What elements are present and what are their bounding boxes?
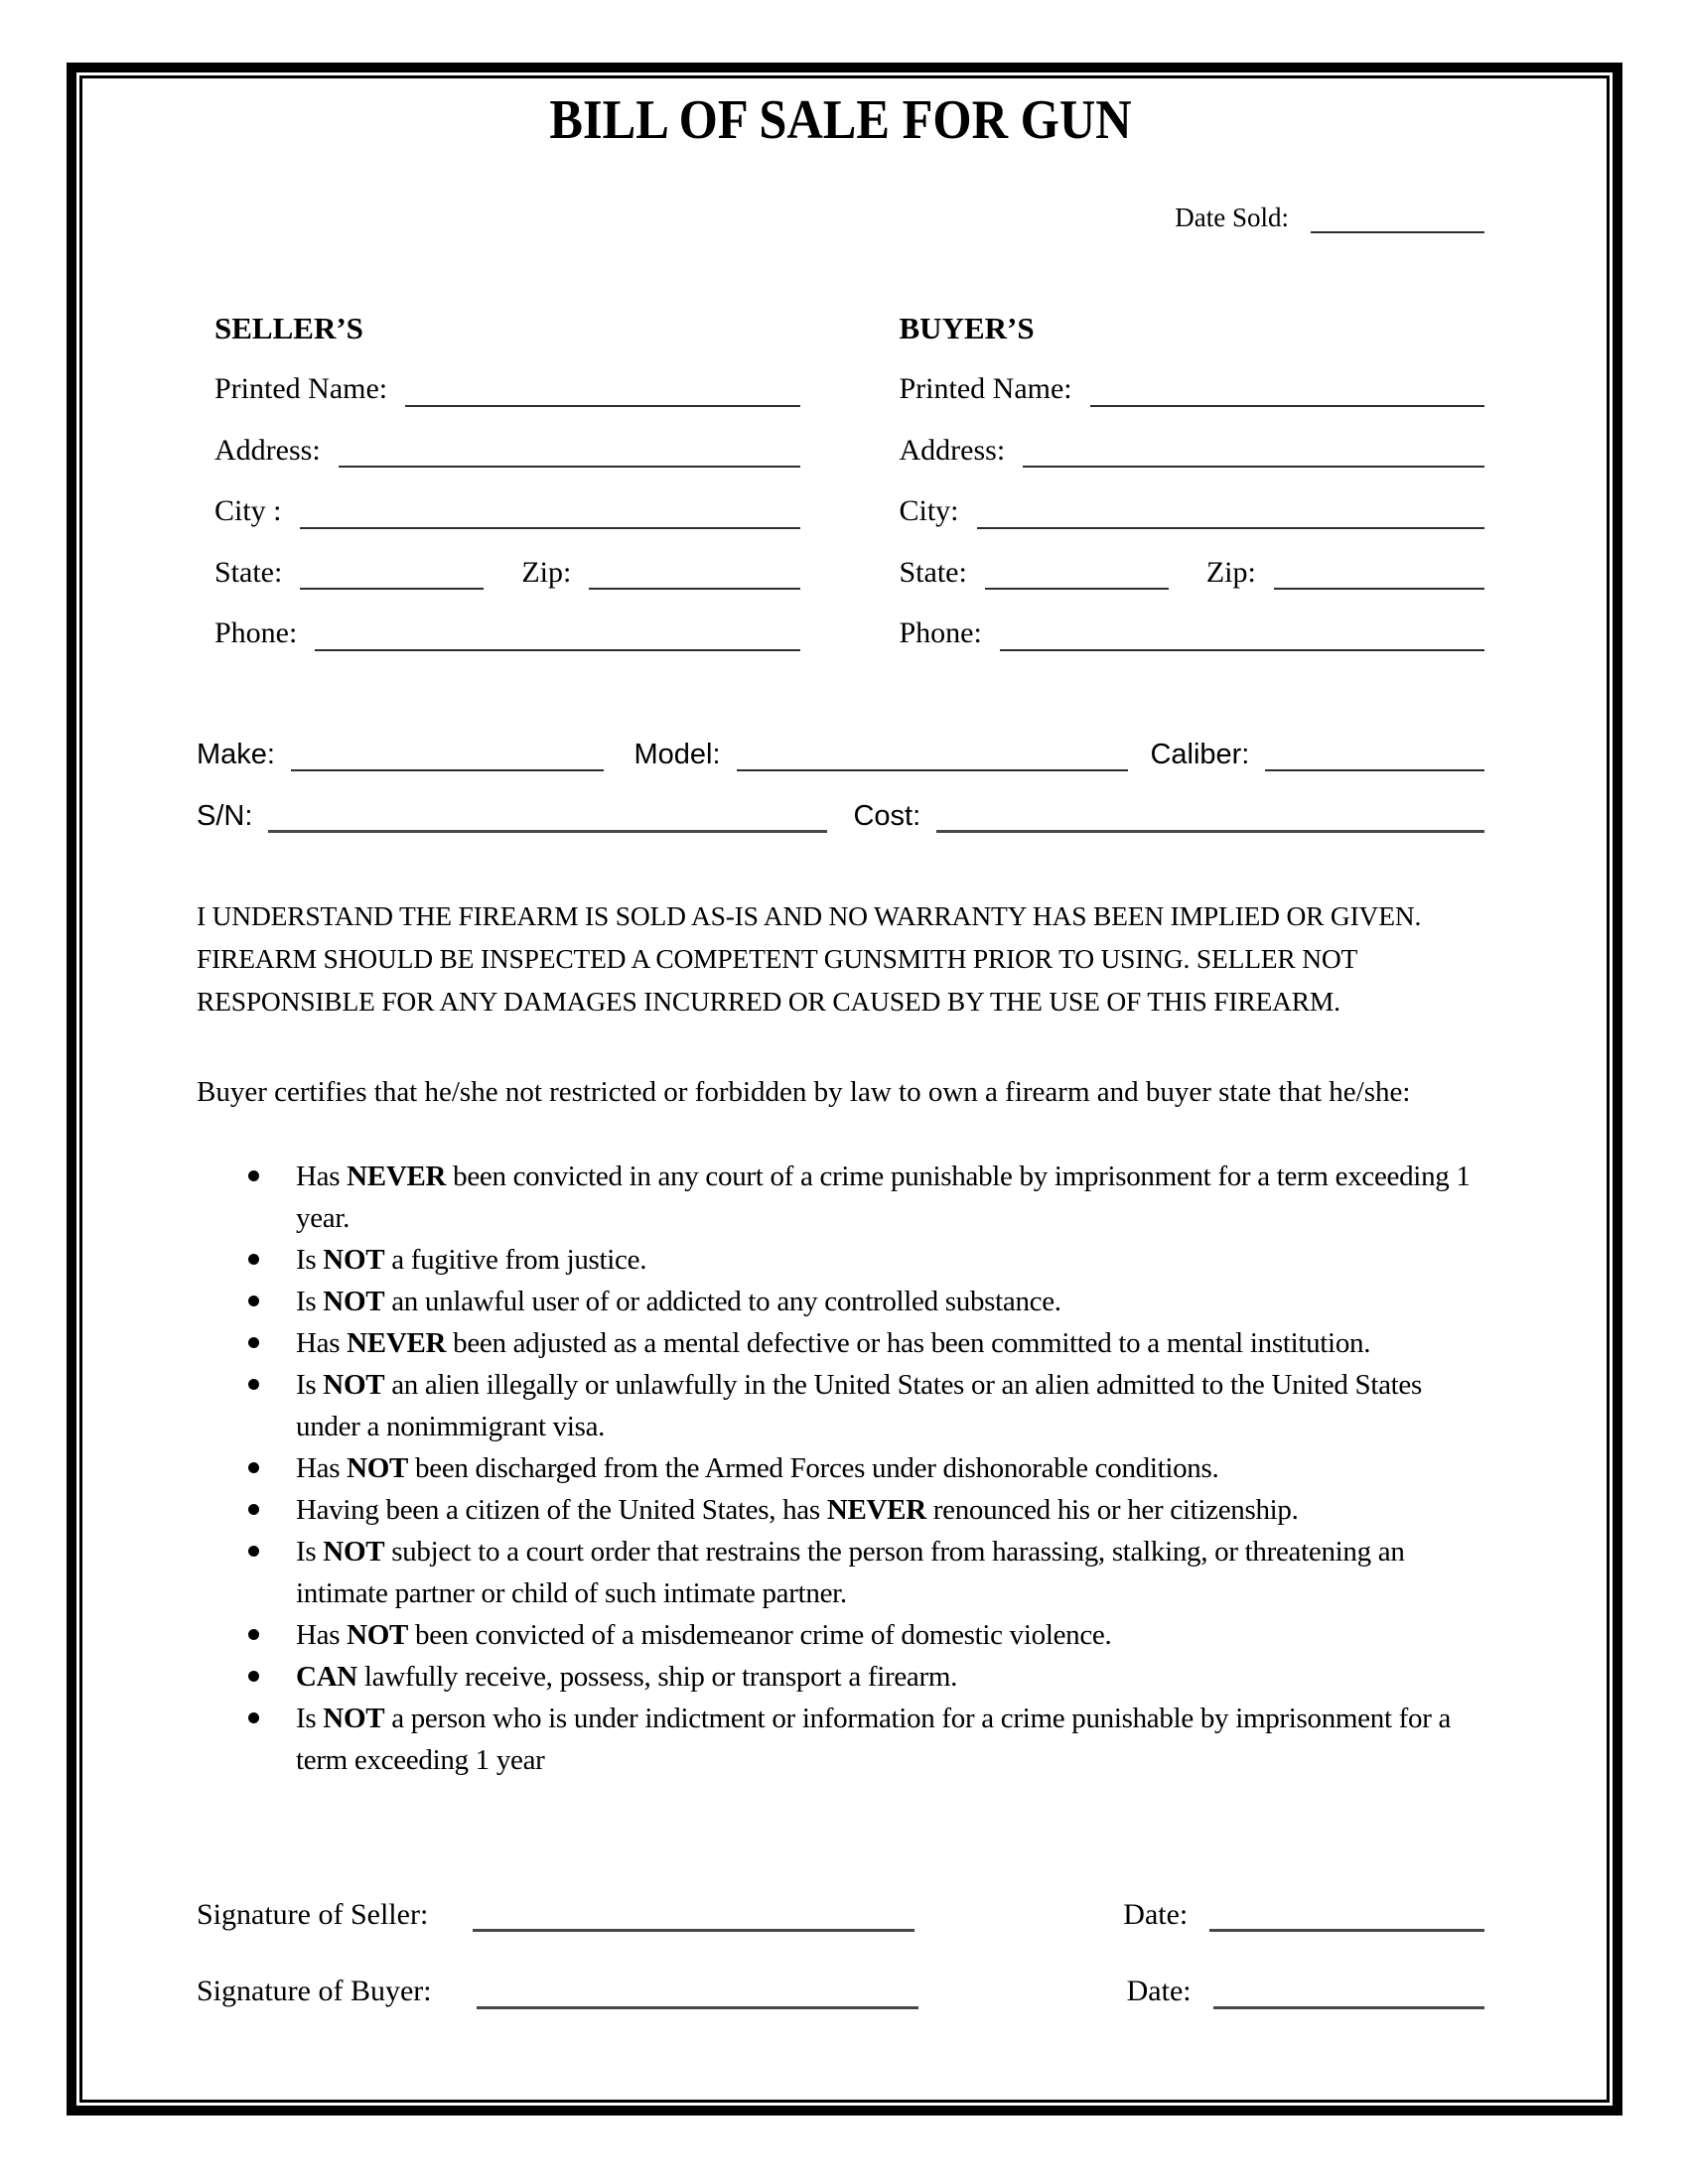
buyer-state-zip-row xyxy=(900,556,1485,591)
certification-item: Is NOT a fugitive from justice. xyxy=(197,1239,1484,1281)
as-is-disclaimer: I UNDERSTAND THE FIREARM IS SOLD AS-IS AND NO WARRANTY HAS BEEN IMPLIED OR GIVEN. FIREARM SHOULD BE INSPECTED A COMPETENT GUNSMITH PRIOR TO USING. SELLER NOT RESPONSIBLE FOR ANY DAMAGES INCURRED OR CAUSED BY THE USE OF THIS FIREARM. xyxy=(197,900,1422,1018)
bullet-icon xyxy=(248,1254,259,1265)
page-border-inner xyxy=(79,75,1610,2103)
buyer-signature-row xyxy=(197,1975,1484,2009)
seller-phone-label: Phone: xyxy=(214,616,298,650)
buyer-state-field[interactable] xyxy=(985,558,1169,590)
certification-item: Has NEVER been convicted in any court of a crime punishable by imprisonment for a term exceeding 1 year. xyxy=(197,1156,1484,1239)
parties-section xyxy=(197,311,1484,650)
seller-address-label: Address: xyxy=(214,433,321,467)
buyer-zip-field[interactable] xyxy=(1274,558,1484,590)
seller-printed-name-row xyxy=(214,372,800,407)
bullet-icon xyxy=(248,1546,259,1557)
caliber-field[interactable] xyxy=(1265,740,1484,771)
bullet-icon xyxy=(248,1504,259,1515)
certification-item: Is NOT a person who is under indictment or information for a crime punishable by imprisonment for a term exceeding 1 year xyxy=(197,1698,1484,1781)
seller-phone-row xyxy=(214,616,800,651)
buyer-printed-name-label: Printed Name: xyxy=(899,372,1072,406)
date-sold-field[interactable] xyxy=(1311,202,1484,233)
buyer-phone-row xyxy=(900,616,1485,651)
seller-zip-field[interactable] xyxy=(589,558,799,590)
firearm-section xyxy=(197,739,1484,834)
buyer-section xyxy=(900,311,1485,650)
seller-signature-date-label: Date: xyxy=(1123,1897,1189,1931)
bullet-icon xyxy=(248,1462,259,1473)
seller-printed-name-label: Printed Name: xyxy=(214,372,388,406)
seller-signature-date-field[interactable] xyxy=(1209,1900,1484,1932)
seller-signature-label: Signature of Seller: xyxy=(197,1897,429,1931)
seller-state-label: State: xyxy=(214,555,283,589)
seller-printed-name-field[interactable] xyxy=(405,375,799,407)
buyer-printed-name-field[interactable] xyxy=(1090,375,1484,407)
seller-signature-row xyxy=(197,1898,1484,1933)
buyer-city-label: City: xyxy=(899,494,959,528)
cost-field[interactable] xyxy=(936,801,1484,833)
seller-signature-field[interactable] xyxy=(473,1900,914,1932)
seller-city-field[interactable] xyxy=(300,497,800,529)
buyer-signature-field[interactable] xyxy=(477,1978,918,2009)
buyer-city-field[interactable] xyxy=(977,497,1484,529)
certification-item: Is NOT an unlawful user of or addicted to any controlled substance. xyxy=(197,1281,1484,1322)
buyer-zip-label: Zip: xyxy=(1205,555,1256,589)
bullet-icon xyxy=(248,1712,259,1723)
buyer-phone-field[interactable] xyxy=(1000,619,1484,651)
bullet-icon xyxy=(248,1379,259,1390)
buyer-address-field[interactable] xyxy=(1023,436,1484,468)
certification-item: Has NEVER been adjusted as a mental defective or has been committed to a mental institution. xyxy=(197,1322,1484,1364)
seller-state-field[interactable] xyxy=(300,558,484,590)
date-sold-label: Date Sold: xyxy=(1175,203,1289,233)
certification-item: Is NOT an alien illegally or unlawfully in the United States or an alien admitted to the United States under a nonimmigrant visa. xyxy=(197,1364,1484,1447)
buyer-address-label: Address: xyxy=(899,433,1006,467)
certification-item: Has NOT been convicted of a misdemeanor crime of domestic violence. xyxy=(197,1614,1484,1656)
buyer-signature-date-field[interactable] xyxy=(1213,1978,1484,2009)
bullet-icon xyxy=(248,1629,259,1640)
page-border xyxy=(67,63,1622,2116)
seller-address-row xyxy=(214,434,800,469)
signature-section xyxy=(197,1898,1484,2009)
seller-phone-field[interactable] xyxy=(315,619,799,651)
buyer-signature-label: Signature of Buyer: xyxy=(197,1975,432,2008)
buyer-city-row xyxy=(900,494,1485,529)
buyer-heading: BUYER’S xyxy=(899,311,1035,346)
certification-item: Having been a citizen of the United States, has NEVER renounced his or her citizenship. xyxy=(197,1489,1484,1531)
seller-state-zip-row xyxy=(214,556,800,591)
bullet-icon xyxy=(248,1671,259,1682)
seller-address-field[interactable] xyxy=(339,436,800,468)
certification-intro: Buyer certifies that he/she not restricted or forbidden by law to own a firearm and buyer state that he/she: xyxy=(197,1076,1411,1109)
serial-number-label: S/N: xyxy=(197,799,253,832)
buyer-state-label: State: xyxy=(899,555,967,589)
model-label: Model: xyxy=(633,738,721,770)
seller-city-row xyxy=(214,494,800,529)
make-label: Make: xyxy=(197,738,275,770)
seller-heading: SELLER’S xyxy=(214,311,363,346)
seller-zip-label: Zip: xyxy=(521,555,572,589)
sn-cost-row xyxy=(197,800,1484,833)
date-sold-row xyxy=(197,202,1484,233)
buyer-signature-date-label: Date: xyxy=(1126,1975,1192,2008)
certification-item: Has NOT been discharged from the Armed Forces under dishonorable conditions. xyxy=(197,1447,1484,1489)
document-page xyxy=(82,78,1607,2100)
certification-item: CAN lawfully receive, possess, ship or transport a firearm. xyxy=(197,1656,1484,1698)
certification-list xyxy=(197,1156,1484,1781)
page-title: BILL OF SALE FOR GUN xyxy=(549,89,1132,151)
caliber-label: Caliber: xyxy=(1150,738,1250,770)
buyer-printed-name-row xyxy=(900,372,1485,407)
serial-number-field[interactable] xyxy=(268,801,827,833)
bullet-icon xyxy=(248,1337,259,1348)
model-field[interactable] xyxy=(737,740,1129,771)
make-model-caliber-row xyxy=(197,739,1484,771)
seller-city-label: City : xyxy=(214,494,282,528)
cost-label: Cost: xyxy=(853,799,921,832)
buyer-phone-label: Phone: xyxy=(899,616,982,650)
bullet-icon xyxy=(248,1296,259,1306)
certification-item: Is NOT subject to a court order that restrains the person from harassing, stalking, or threatening an intimate partner or child of such intimate partner. xyxy=(197,1531,1484,1614)
buyer-address-row xyxy=(900,434,1485,469)
seller-section xyxy=(214,311,800,650)
bullet-icon xyxy=(248,1170,259,1181)
make-field[interactable] xyxy=(291,740,604,771)
